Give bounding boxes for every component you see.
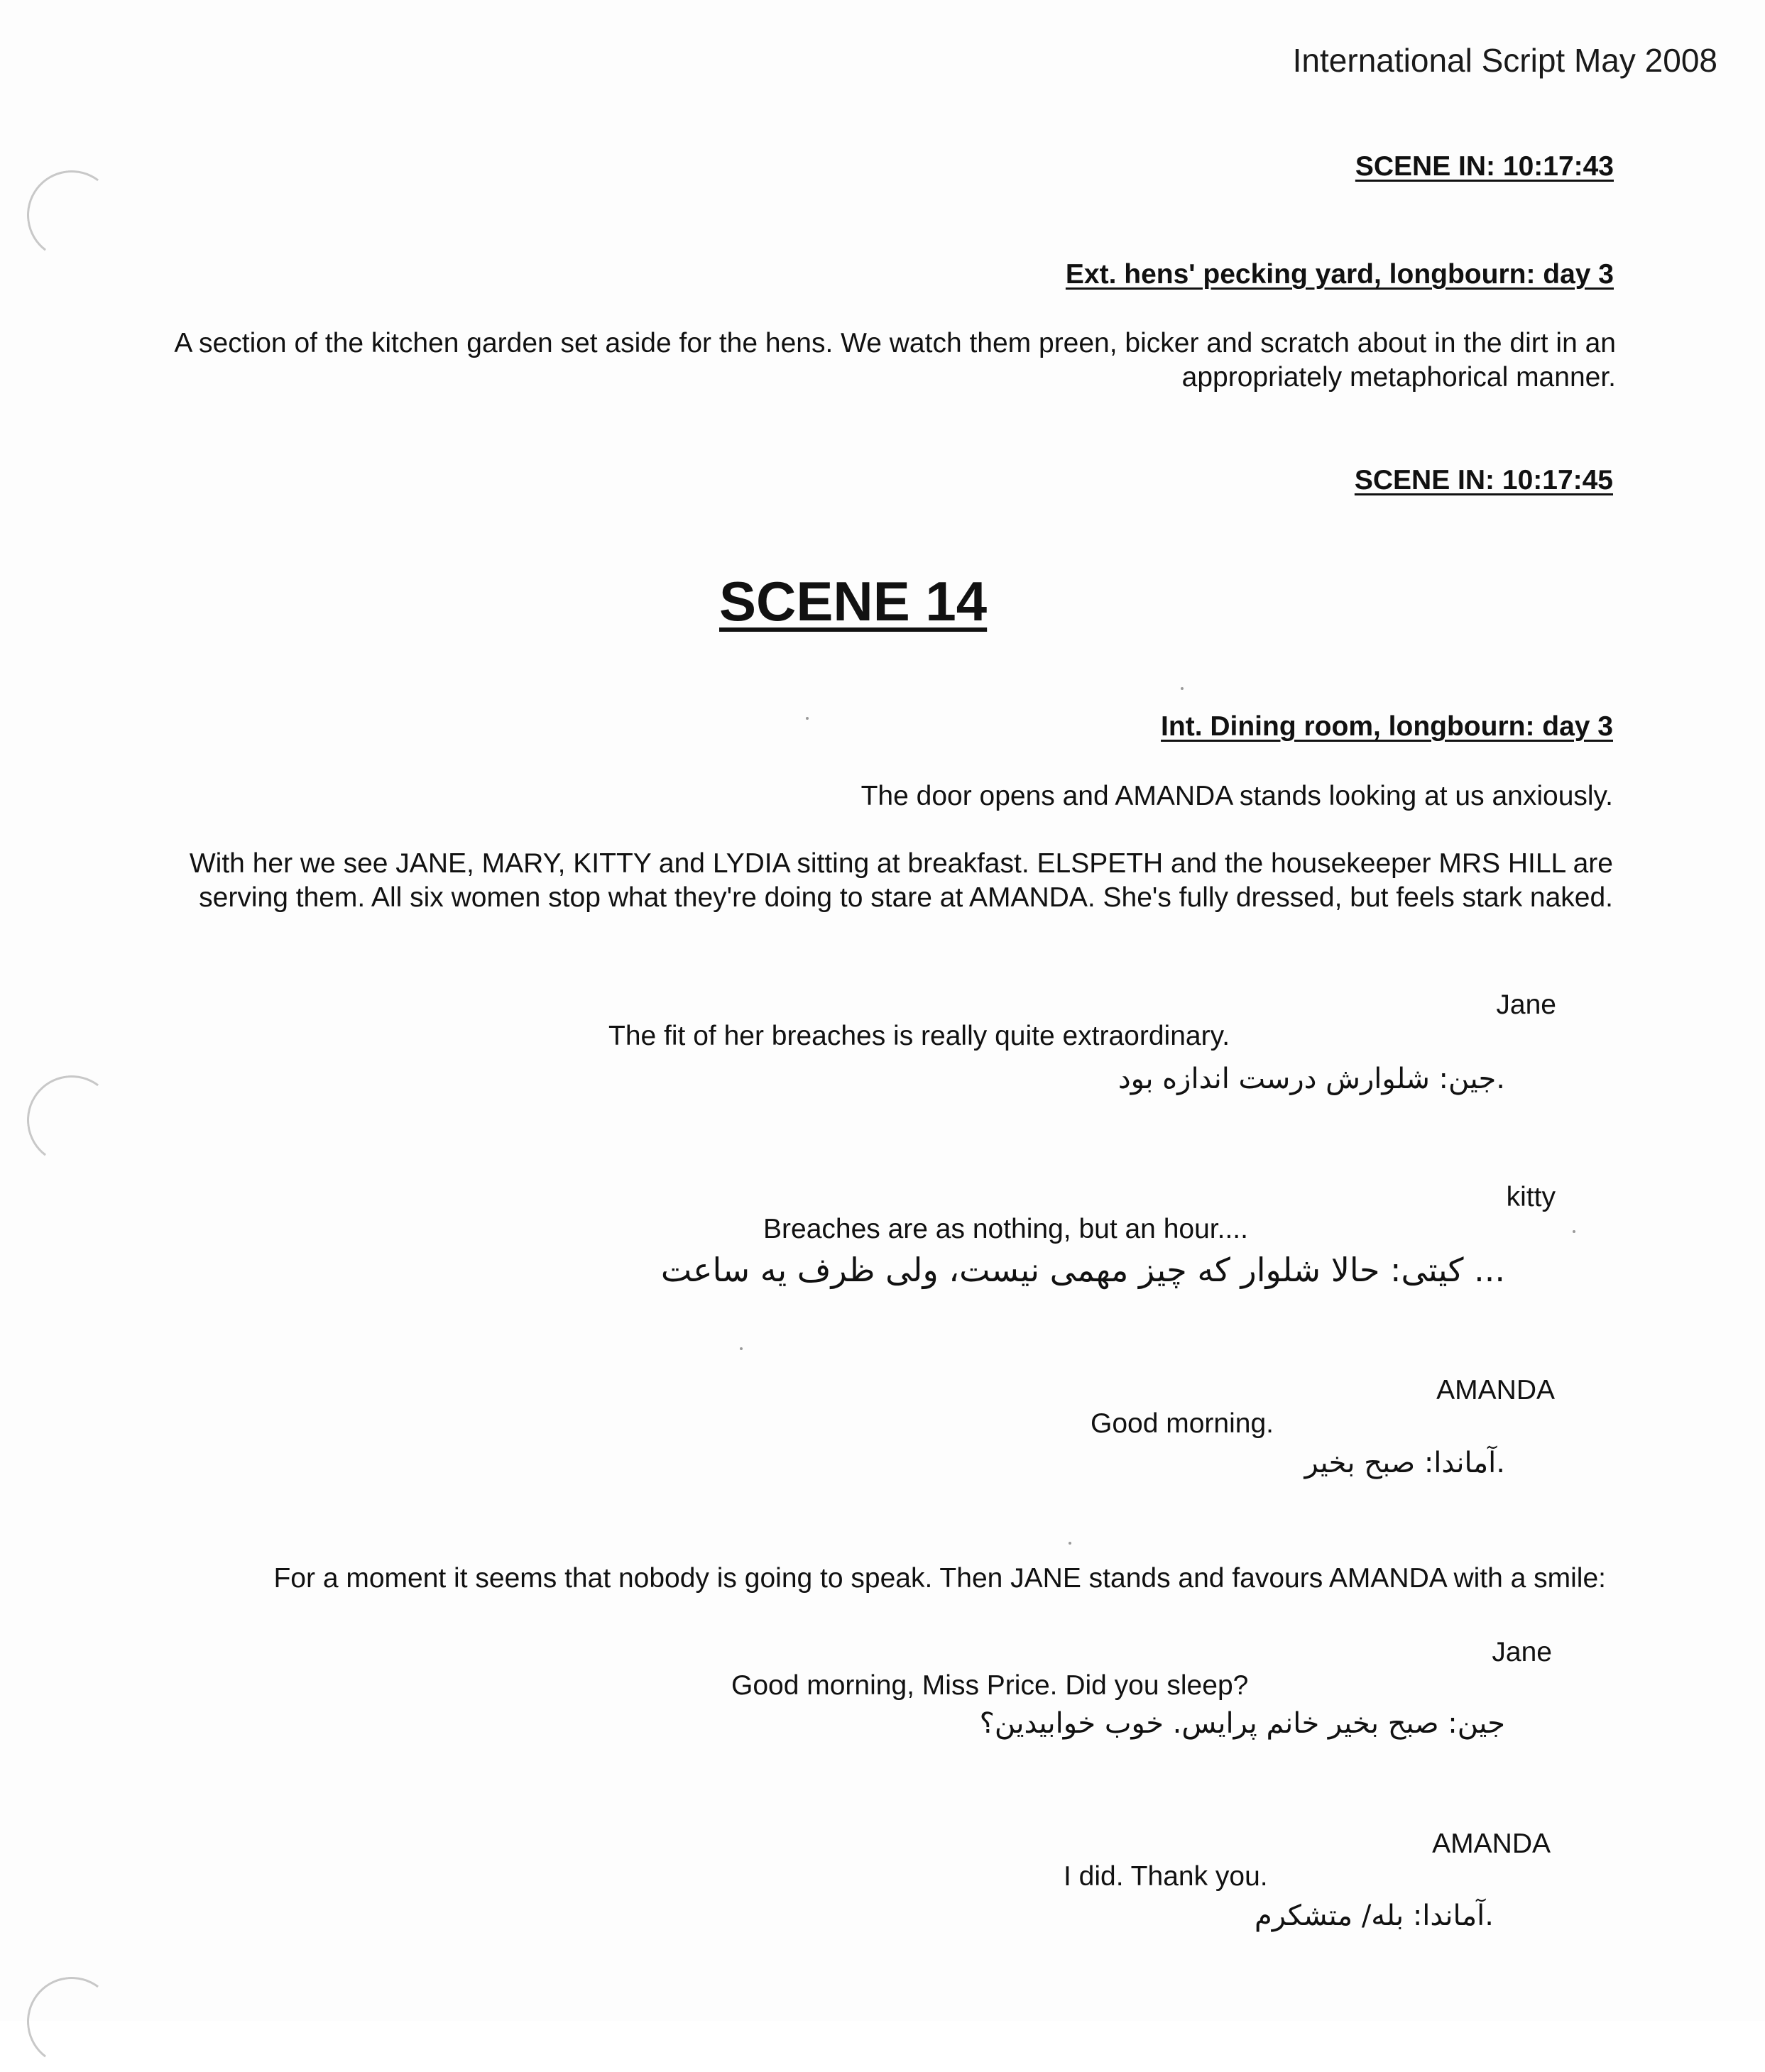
character-name: AMANDA [1432,1829,1551,1859]
dialogue-line: Breaches are as nothing, but an hour.... [763,1214,1248,1244]
character-name: Jane [1492,1637,1552,1667]
action-paragraph: The door opens and AMANDA stands looking at us anxiously. [860,781,1613,811]
farsi-translation: جین: صبح بخیر خانم پرایس. خوب خوابیدین؟ [979,1707,1505,1740]
scan-speck [1181,687,1184,690]
character-name: AMANDA [1436,1375,1555,1405]
farsi-translation: .جین: شلوارش درست اندازه بود [1118,1063,1505,1095]
scene-in-timecode: SCENE IN: 10:17:43 [1355,151,1614,182]
dialogue-line: Good morning. [1091,1408,1274,1439]
farsi-translation: .آماندا: بله/ متشکرم [1255,1900,1494,1932]
punch-hole-mark [21,1971,122,2072]
header-title: International Script May 2008 [1292,42,1717,79]
farsi-translation: .آماندا: صبح بخیر [1304,1447,1505,1479]
scene-in-timecode: SCENE IN: 10:17:45 [1354,465,1613,495]
character-name: Jane [1496,990,1556,1020]
action-paragraph: A section of the kitchen garden set aside for the hens. We watch them preen, bicker and scratch about in the dirt in an appropriately metaphorical manner. [174,328,1616,393]
action-paragraph: For a moment it seems that nobody is going to speak. Then JANE stands and favours AMANDA with a smile: [273,1563,1606,1594]
dialogue-line: Good morning, Miss Price. Did you sleep? [731,1670,1249,1701]
scene-heading: Ext. hens' pecking yard, longbourn: day 3 [1065,259,1614,290]
punch-hole-mark [21,165,122,265]
punch-hole-mark [21,1070,122,1171]
character-name: kitty [1506,1182,1556,1212]
scan-speck [1069,1542,1071,1545]
scan-speck [1573,1230,1575,1233]
scan-speck [806,717,809,720]
scan-speck [740,1347,743,1350]
dialogue-line: The fit of her breaches is really quite extraordinary. [608,1021,1230,1051]
scene-title: SCENE 14 [719,570,988,632]
dialogue-line: I did. Thank you. [1064,1861,1268,1892]
farsi-translation: ... کیتی: حالا شلوار که چیز مهمی نیست، ولی ظرف یه ساعت [660,1251,1505,1289]
scene-heading: Int. Dining room, longbourn: day 3 [1161,711,1613,742]
action-paragraph: With her we see JANE, MARY, KITTY and LYDIA sitting at breakfast. ELSPETH and the housekeeper MRS HILL are serving them. All six women stop what they're doing to stare at AMANDA. She's fully dressed, but feels stark naked. [189,848,1613,913]
